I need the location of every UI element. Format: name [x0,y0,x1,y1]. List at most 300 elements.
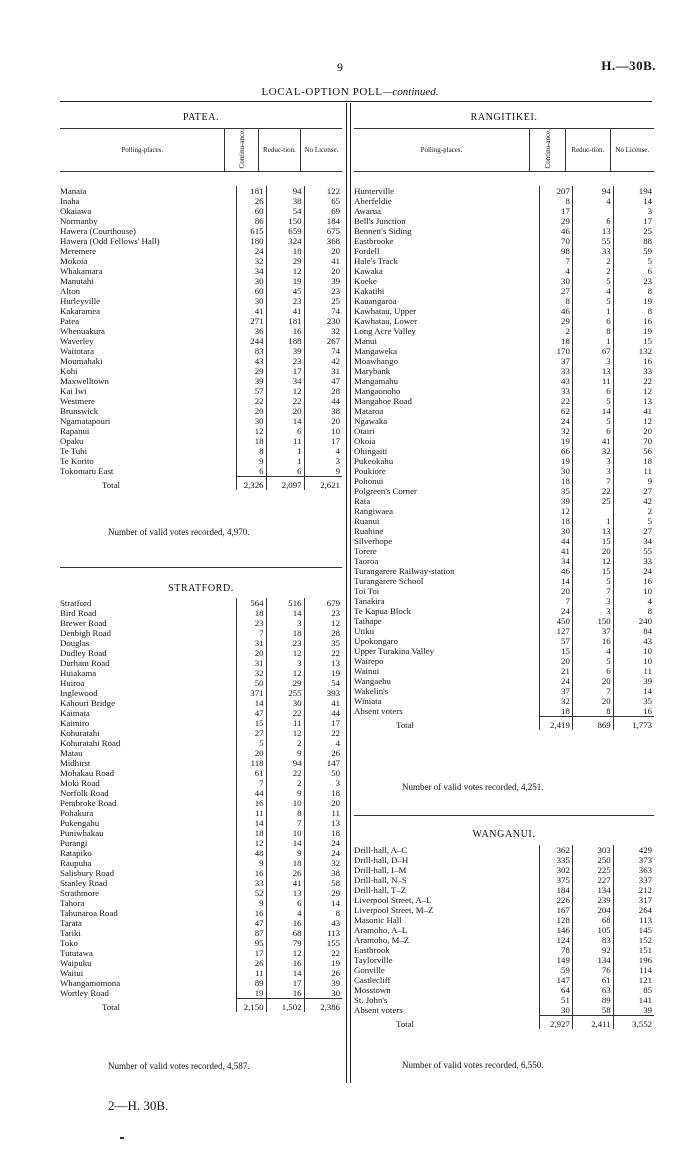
section-title-stratford: STRATFORD. [168,583,234,594]
table-row [60,316,342,326]
polling-place-cell [354,855,540,865]
polling-place-name: Inglewood [60,688,98,698]
continuance-cell: 6 [236,466,266,477]
no-license-cell: 39 [613,1005,654,1016]
reduction-cell: 16 [266,988,304,999]
reduction-cell: 89 [572,995,613,1005]
polling-place-cell [354,476,540,486]
column-divider [346,103,351,1083]
table-row [60,688,342,698]
table-row [354,446,654,456]
no-license-cell: 55 [613,546,654,556]
no-license-cell: 121 [613,975,654,985]
no-license-cell: 194 [613,186,654,196]
reduction-cell: 12 [266,386,304,396]
polling-place-cell [60,718,236,728]
table-row [354,945,654,955]
polling-place-cell [354,546,540,556]
table-row [60,928,342,938]
reduction-cell: 29 [266,256,304,266]
polling-place-name: Opaku [60,436,84,446]
table-row [60,436,342,446]
polling-place-cell [60,236,236,246]
no-license-cell: 13 [613,396,654,406]
continuance-cell: 18 [236,608,266,618]
polling-place-name: Ngawaka [354,416,388,426]
continuance-cell: 24 [540,416,573,426]
polling-place-name: Ngamatapouri [60,416,111,426]
polling-place-name: Bird Road [60,608,97,618]
polling-place-name: Moki Road [60,778,100,788]
no-license-cell: 13 [304,658,342,668]
polling-place-name: Ruahine [354,526,384,536]
continuance-cell: 46 [540,306,573,316]
polling-place-cell [60,678,236,688]
polling-place-name: Te Kapua Block [354,606,412,616]
polling-place-name: Okaiawa [60,206,92,216]
header-no-license: No License. [610,129,654,172]
table-row [354,286,654,296]
table-row [60,748,342,758]
polling-place-name: Hurleyville [60,296,101,306]
reduction-cell: 150 [572,616,613,626]
table-row [60,788,342,798]
polling-place-name: Taihape [354,616,382,626]
no-license-cell: 65 [304,196,342,206]
continuance-cell: 18 [540,516,573,526]
table-row [354,646,654,656]
polling-place-cell [60,658,236,668]
continuance-cell: 62 [540,406,573,416]
continuance-cell: 59 [540,965,573,975]
no-license-cell: 114 [613,965,654,975]
polling-place-cell [354,895,540,905]
table-row [354,885,654,895]
table-row [60,356,342,366]
reduction-cell: 13 [572,226,613,236]
table-row [354,246,654,256]
continuance-cell: 11 [236,968,266,978]
reduction-cell: 45 [266,286,304,296]
no-license-cell: 11 [613,466,654,476]
polling-place-cell [354,925,540,935]
table-row [60,728,342,738]
reduction-cell: 20 [572,546,613,556]
reduction-cell: 58 [572,1005,613,1016]
polling-place-cell [354,915,540,925]
continuance-cell: 41 [540,546,573,556]
continuance-cell: 302 [540,865,573,875]
polling-place-name: Meremere [60,246,97,256]
continuance-cell: 33 [236,878,266,888]
no-license-cell: 16 [613,576,654,586]
polling-place-name: Upper Turakina Valley [354,646,434,656]
polling-place-cell [60,978,236,988]
table-row [354,686,654,696]
polling-place-name: Mangaonoho [354,386,401,396]
polling-place-cell [60,366,236,376]
table-row [354,526,654,536]
polling-place-cell [60,968,236,978]
table-row [354,636,654,646]
reduction-cell: 134 [572,955,613,965]
table-row [354,865,654,875]
continuance-cell: 27 [540,286,573,296]
no-license-cell: 88 [613,236,654,246]
table-row [354,666,654,676]
table-row [60,226,342,236]
table-row [354,536,654,546]
table-row [60,638,342,648]
polling-place-name: Rangiwaea [354,506,394,516]
polling-place-cell [354,276,540,286]
table-row [60,326,342,336]
polling-place-name: Marybank [354,366,391,376]
no-license-cell: 3 [304,778,342,788]
no-license-cell: 151 [613,945,654,955]
polling-place-name: Utiku [354,626,375,636]
no-license-cell: 16 [613,356,654,366]
polling-place-name: Tahunaroa Road [60,908,118,918]
continuance-cell: 64 [540,985,573,995]
continuance-cell: 30 [540,466,573,476]
reduction-cell: 5 [572,656,613,666]
reduction-cell: 225 [572,865,613,875]
table-row [354,456,654,466]
polling-place-name: Kawaka [354,266,383,276]
no-license-cell: 132 [613,346,654,356]
polling-place-cell [354,396,540,406]
header-polling-places: Polling-places. [420,146,463,154]
table-row [60,808,342,818]
polling-place-cell [354,955,540,965]
table-row [60,466,342,477]
table-row [60,718,342,728]
continuance-cell: 9 [236,456,266,466]
polling-place-name: Mangahoe Road [354,396,412,406]
continuance-cell: 184 [540,885,573,895]
no-license-cell: 373 [613,855,654,865]
continuance-cell: 47 [236,708,266,718]
polling-place-cell [60,186,236,196]
no-license-cell: 35 [613,696,654,706]
continuance-cell: 8 [540,196,573,206]
polling-place-name: Strathmore [60,888,100,898]
polling-place-cell [354,386,540,396]
polling-place-name: Tututawa [60,948,93,958]
reduction-cell: 659 [266,226,304,236]
polling-place-name: Wairepo [354,656,384,666]
polling-place-name: Hawera (Odd Fellows' Hall) [60,236,160,246]
continuance-cell: 27 [236,728,266,738]
header-polling-places: Polling-places. [121,146,164,154]
reduction-cell: 9 [266,848,304,858]
reduction-cell: 2 [572,266,613,276]
no-license-cell: 24 [304,838,342,848]
polling-place-cell [354,506,540,516]
polling-place-name: Kauangaroa [354,296,397,306]
polling-place-cell [354,566,540,576]
reduction-cell: 30 [266,698,304,708]
reduction-cell: 134 [572,885,613,895]
polling-place-name: Bennett's Siding [354,226,412,236]
table-row [60,276,342,286]
continuance-cell: 7 [236,778,266,788]
polling-place-cell [354,686,540,696]
reduction-cell: 239 [572,895,613,905]
table-row [60,336,342,346]
polling-place-cell [354,676,540,686]
continuance-cell: 271 [236,316,266,326]
table-row [60,988,342,999]
continuance-cell: 41 [236,306,266,316]
no-license-cell: 14 [613,196,654,206]
polling-place-name: Inaha [60,196,80,206]
reduction-cell: 41 [572,436,613,446]
polling-place-cell [354,945,540,955]
reduction-cell: 8 [572,326,613,336]
continuance-cell: 20 [540,586,573,596]
table-row [354,696,654,706]
polling-place-cell [60,688,236,698]
table-row [60,918,342,928]
header-no-license: No License. [300,129,342,172]
table-row [354,606,654,616]
no-license-cell: 25 [613,226,654,236]
continuance-cell: 226 [540,895,573,905]
polling-place-cell [60,446,236,456]
polling-place-cell [60,336,236,346]
polling-place-name: Tarata [60,918,82,928]
continuance-cell: 26 [236,958,266,968]
polling-place-name: Polgreen's Corner [354,486,417,496]
continuance-cell: 30 [540,276,573,286]
polling-place-cell [354,965,540,975]
polling-place-name: Awarua [354,206,382,216]
no-license-cell: 429 [613,845,654,855]
table-row [60,908,342,918]
polling-place-cell [60,928,236,938]
no-license-cell: 28 [304,628,342,638]
continuance-cell: 43 [236,356,266,366]
no-license-cell: 39 [304,276,342,286]
reduction-cell: 7 [572,476,613,486]
continuance-cell: 22 [540,396,573,406]
reduction-cell: 1 [572,306,613,316]
no-license-cell: 20 [304,416,342,426]
continuance-cell: 46 [540,226,573,236]
polling-place-cell [60,246,236,256]
table-row [60,256,342,266]
reduction-cell: 105 [572,925,613,935]
continuance-cell: 89 [236,978,266,988]
no-license-cell: 6 [613,266,654,276]
continuance-cell: 78 [540,945,573,955]
polling-place-cell [354,935,540,945]
continuance-cell: 33 [540,366,573,376]
continuance-cell: 50 [236,678,266,688]
total-reduction: 869 [572,717,613,731]
polling-place-cell [354,436,540,446]
table-row [60,376,342,386]
table-row [60,598,342,608]
polling-place-cell [60,698,236,708]
reduction-cell: 4 [572,286,613,296]
reduction-cell: 23 [266,296,304,306]
reduction-cell: 14 [266,838,304,848]
table-row [60,406,342,416]
table-row [354,496,654,506]
polling-place-cell [60,386,236,396]
polling-place-name: Mosstown [354,985,391,995]
reduction-cell: 16 [266,326,304,336]
polling-place-name: Patea [60,316,80,326]
reduction-cell: 15 [572,536,613,546]
polling-place-name: Mohakau Road [60,768,114,778]
polling-place-name: Normanby [60,216,98,226]
polling-place-cell [60,868,236,878]
continuance-cell: 19 [540,436,573,446]
reduction-cell: 3 [572,606,613,616]
table-row [60,668,342,678]
polling-place-cell [60,818,236,828]
table-body [354,186,654,730]
reduction-cell: 6 [572,316,613,326]
reduction-cell: 22 [266,768,304,778]
polling-place-name: Whangamomona [60,978,121,988]
polling-place-cell [60,266,236,276]
polling-place-name: Wangaehu [354,676,391,686]
polling-place-cell [60,256,236,266]
no-license-cell: 20 [613,426,654,436]
polling-place-cell [354,496,540,506]
reduction-cell: 18 [266,246,304,256]
reduction-cell: 54 [266,206,304,216]
polling-place-name: Maxwelltown [60,376,109,386]
polling-place-cell [60,608,236,618]
polling-place-name: Mokoia [60,256,88,266]
table-row [60,848,342,858]
polling-place-cell [60,888,236,898]
no-license-cell: 39 [613,676,654,686]
polling-place-name: Denbigh Road [60,628,112,638]
page-mark [120,1137,124,1139]
polling-place-cell [60,598,236,608]
table-stratford [60,598,342,1012]
no-license-cell: 84 [613,626,654,636]
no-license-cell: 212 [613,885,654,895]
polling-place-cell [60,958,236,968]
polling-place-name: Aberfeldie [354,196,392,206]
table-row [354,326,654,336]
continuance-cell: 57 [540,636,573,646]
polling-place-name: Rapanui [60,426,90,436]
reduction-cell: 12 [266,728,304,738]
polling-place-cell [60,738,236,748]
continuance-cell: 24 [540,606,573,616]
continuance-cell: 44 [540,536,573,546]
reduction-cell: 94 [266,758,304,768]
no-license-cell: 113 [304,928,342,938]
continuance-cell: 70 [540,236,573,246]
polling-place-cell [354,576,540,586]
no-license-cell: 54 [304,678,342,688]
table-row [60,296,342,306]
table-row [354,616,654,626]
no-license-cell: 22 [304,948,342,958]
no-license-cell: 56 [613,446,654,456]
continuance-cell: 5 [236,738,266,748]
continuance-cell: 147 [540,975,573,985]
continuance-cell: 34 [540,556,573,566]
reduction-cell: 5 [572,576,613,586]
polling-place-name: Alton [60,286,81,296]
continuance-cell: 32 [236,668,266,678]
reduction-cell: 11 [266,718,304,728]
polling-place-name: Aramoho, M–Z [354,935,410,945]
continuance-cell: 57 [236,386,266,396]
total-row [60,477,342,491]
table-row [60,968,342,978]
no-license-cell: 10 [613,656,654,666]
polling-place-name: Pembroke Road [60,798,117,808]
reduction-cell: 22 [266,708,304,718]
polling-place-name: Upokongaro [354,636,398,646]
continuance-cell: 32 [236,256,266,266]
polling-place-name: Rata [354,496,371,506]
polling-place-cell [354,456,540,466]
reduction-cell: 6 [266,426,304,436]
reduction-cell: 15 [572,566,613,576]
polling-place-name: Kahouri Bridge [60,698,115,708]
polling-place-cell [354,696,540,706]
no-license-cell: 39 [304,978,342,988]
table-row [354,476,654,486]
no-license-cell: 34 [613,536,654,546]
polling-place-name: Wortley Road [60,988,109,999]
polling-place-cell [60,296,236,306]
polling-place-cell [60,948,236,958]
polling-place-cell [60,828,236,838]
table-row [60,608,342,618]
table-row [354,985,654,995]
table-row [60,386,342,396]
reduction-cell: 3 [572,456,613,466]
polling-place-cell [354,596,540,606]
no-license-cell: 74 [304,306,342,316]
continuance-cell: 17 [540,206,573,216]
reduction-cell: 94 [266,186,304,196]
polling-place-name: Bell's Junction [354,216,406,226]
polling-place-name: Whenuakura [60,326,105,336]
polling-place-cell [354,845,540,855]
table-row [354,566,654,576]
table-body [60,598,342,1012]
no-license-cell: 18 [613,456,654,466]
table-row [354,406,654,416]
no-license-cell: 85 [613,985,654,995]
table-row [354,556,654,566]
continuance-cell: 371 [236,688,266,698]
reduction-cell: 227 [572,875,613,885]
polling-place-cell [60,466,236,477]
reduction-cell: 3 [266,658,304,668]
polling-place-name: Drill-hall, D–H [354,855,409,865]
polling-place-cell [354,606,540,616]
polling-place-cell [60,768,236,778]
no-license-cell: 230 [304,316,342,326]
polling-place-name: Huiroa [60,678,85,688]
